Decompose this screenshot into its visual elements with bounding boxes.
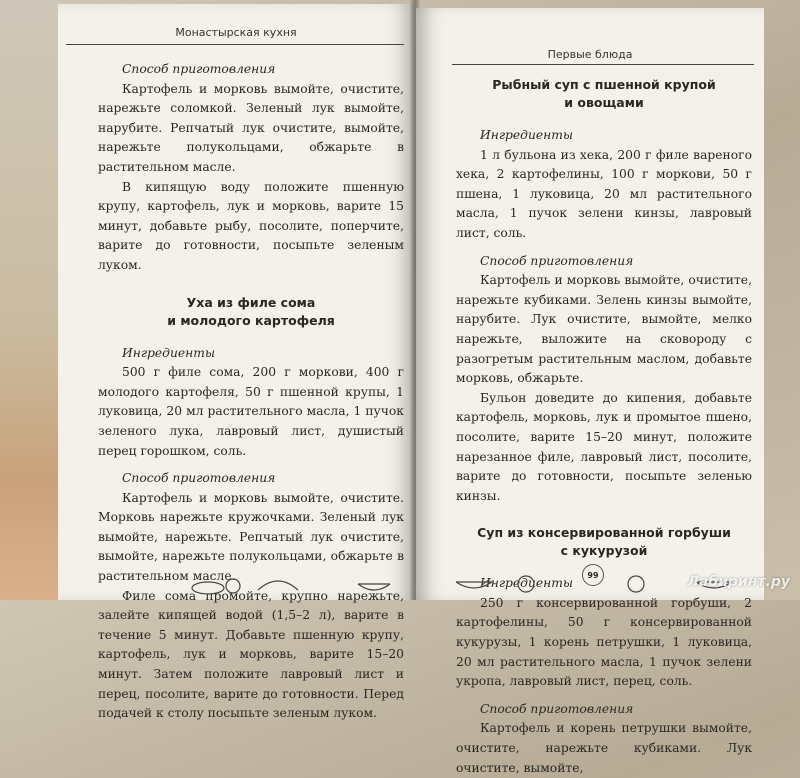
running-head-left: Монастырская кухня <box>175 26 297 39</box>
subhead: Способ приготовления <box>122 62 276 76</box>
subhead: Способ приготовления <box>122 471 276 486</box>
recipe-title-line: с кукурузой <box>560 543 648 559</box>
paragraph: 1 л бульона из хека, 200 г филе вареного хека, 2 картофелины, 100 г моркови, 50 г пшена, 1 луковица, 20 мл растительного масла, 1 пучок зелени кинзы, лавровый лист, соль. <box>456 147 752 240</box>
decorative-ornaments-left <box>58 560 414 596</box>
recipe-title-line: Уха из филе сома <box>186 294 316 310</box>
paragraph: В кипящую воду положите пшенную крупу, картофель, лук и морковь, варите 15 минут, добавьте рыбу, посолите, поперчите, варите до готовности, посыпьте зеленым луком. <box>98 179 404 272</box>
background <box>0 0 60 600</box>
recipe-title-line: Рыбный суп с пшенной крупой <box>492 77 716 92</box>
recipe-title <box>98 294 404 330</box>
paragraph: Филе сома промойте, крупно нарежьте, залейте кипящей водой (1,5–2 л), варите в течение 5 минут. Добавьте пшенную крупу, картофель, лук и морковь, варите 15–20 минут. Затем положите лавровый лист и перец, посолите, варите до готовности. Перед подачей к столу посыпьте зеленым луком. <box>98 588 404 721</box>
paragraph: 500 г филе сома, 200 г моркови, 400 г молодого картофеля, 50 г пшенной крупы, 1 луковица, 20 мл растительного масла, 1 пучок зеленого лука, лавровый лист, душистый перец горошком, соль. <box>98 365 404 458</box>
paragraph: Бульон доведите до кипения, добавьте картофель, морковь, лук и промытое пшено, посолите, варите 15–20 минут, положите нарезанное филе, лавровый лист, посолите, варите до готовности, посыпьте зеленью кинзы. <box>456 390 752 503</box>
header-rule-left <box>66 44 404 45</box>
left-page <box>58 4 414 721</box>
subhead: Способ приготовления <box>480 253 634 268</box>
watermark: Лабиринт.ру <box>687 574 790 590</box>
paragraph: Картофель и морковь вымойте, очистите. Морковь нарежьте кружочками. Зеленый лук вымойте, нарежьте. Репчатый лук очистите, вымойте, нарежьте полукольцами, обжарьте в растительном масле. <box>98 490 404 584</box>
right-page-content <box>456 76 752 778</box>
running-head-right: Первые блюда <box>547 48 633 61</box>
paragraph: Картофель и морковь вымойте, очистите, нарежьте соломкой. Зеленый лук вымойте, нарубите. Репчатый лук очистите, вымойте, нарежьте полукольцами, обжарьте в растительном масле. <box>98 81 404 174</box>
subhead: Способ приготовления <box>480 701 634 716</box>
subhead: Ингредиенты <box>480 576 573 591</box>
recipe-title <box>456 76 752 112</box>
page-number: 99 <box>582 564 604 586</box>
subhead: Ингредиенты <box>480 128 573 142</box>
paragraph: 250 г консервированной горбуши, 2 картофелины, 50 г консервированной кукурузы, 1 корень петрушки, 1 луковица, 20 мл растительного масла, 1 пучок зелени укропа, лавровый лист, перец, соль. <box>456 595 752 689</box>
paragraph: Картофель и морковь вымойте, очистите, нарежьте кубиками. Зелень кинзы вымойте, нарубите. Лук очистите, вымойте, мелко нарежьте, выложите на сковороду с разогретым растительным маслом, добавьте морковь, обжарьте. <box>456 273 752 386</box>
recipe-title-line: и молодого картофеля <box>167 312 335 328</box>
subhead: Ингредиенты <box>122 345 215 360</box>
left-page-content <box>98 60 404 724</box>
recipe-title-line: и овощами <box>564 95 644 110</box>
header-rule-right <box>452 64 754 65</box>
recipe-title <box>456 524 752 560</box>
recipe-title-line: Суп из консервированной горбуши <box>477 525 731 541</box>
right-page <box>416 8 764 775</box>
paragraph: Картофель и корень петрушки вымойте, очистите, нарежьте кубиками. Лук очистите, вымойте, <box>456 721 752 775</box>
